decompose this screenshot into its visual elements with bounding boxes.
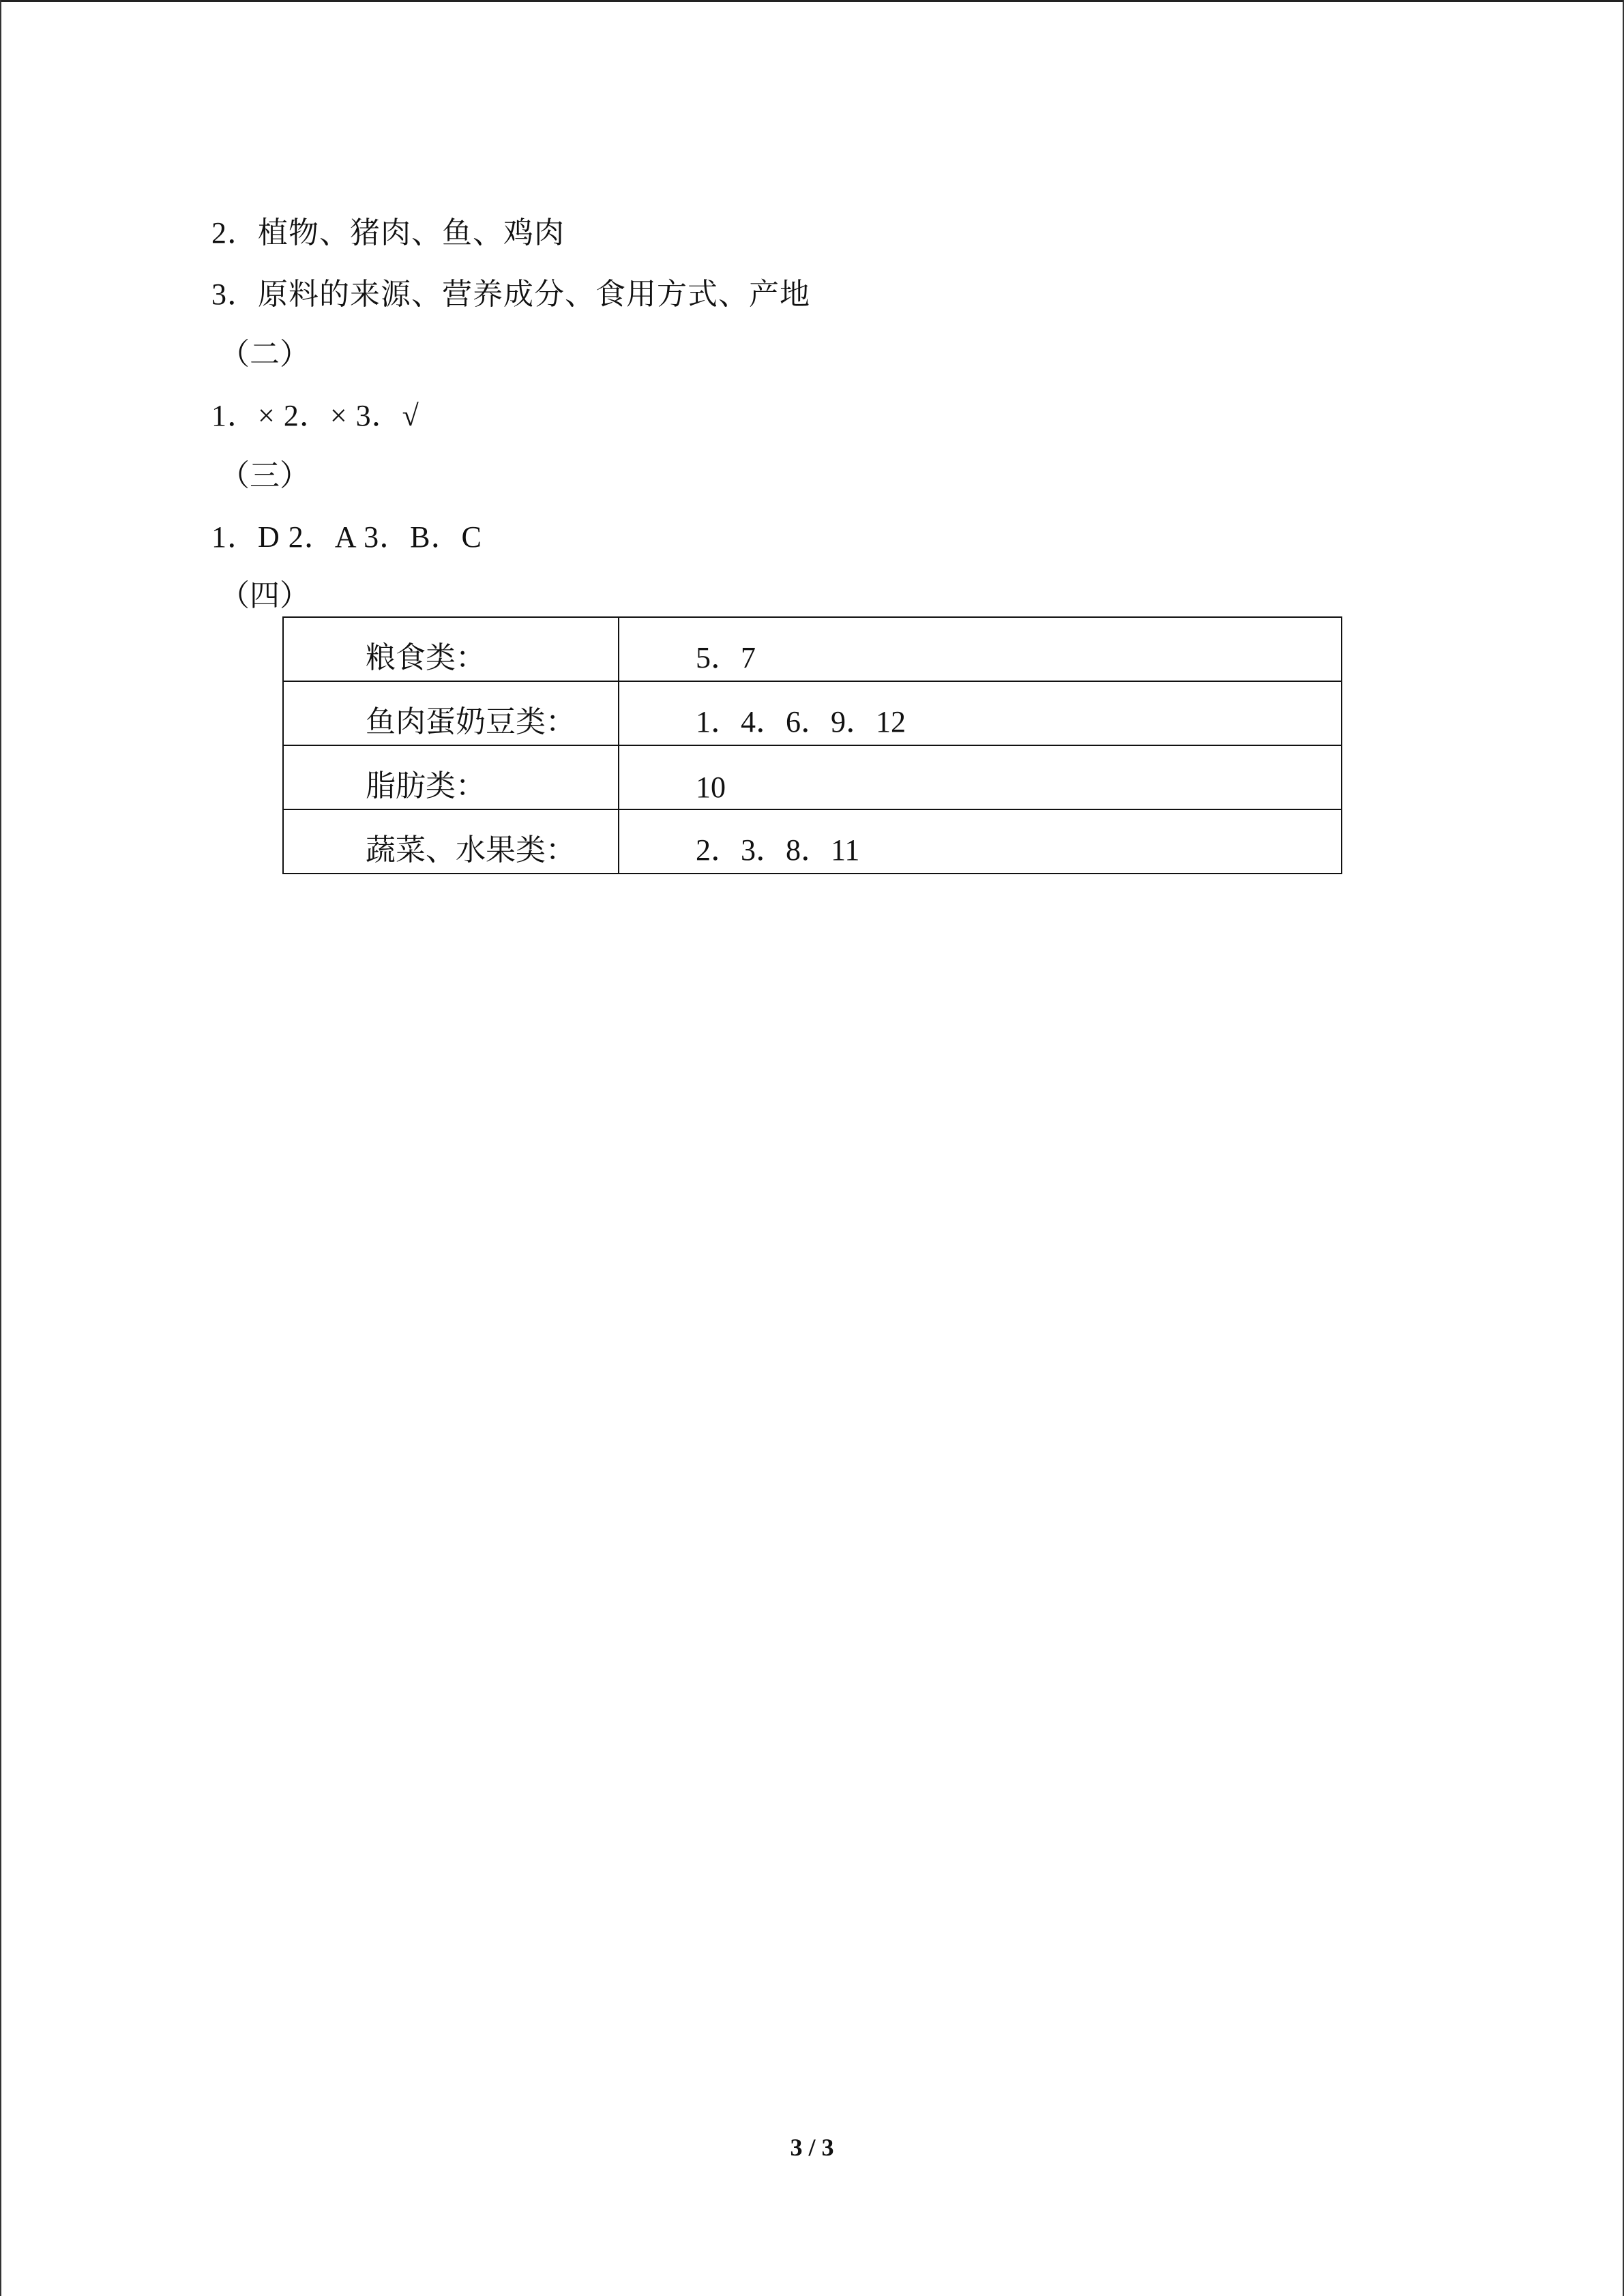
section-heading-4: （四） <box>220 579 310 612</box>
answers-section-2: 1．× 2．× 3．√ <box>211 399 419 432</box>
table-cell-category: 粮食类： <box>283 617 619 681</box>
table-row <box>283 617 1342 681</box>
table-cell-value: 1．4．6．9．12 <box>619 681 1342 745</box>
food-category-table <box>282 616 1342 874</box>
table-cell-value: 10 <box>619 745 1342 809</box>
section-heading-2: （二） <box>220 338 310 371</box>
answer-line-3: 3．原料的来源、营养成分、食用方式、产地 <box>211 278 810 311</box>
table-row <box>283 809 1342 874</box>
section-heading-3: （三） <box>220 459 310 492</box>
table-cell-category: 蔬菜、水果类： <box>283 809 619 874</box>
page-left-border <box>0 0 1 2296</box>
table-row <box>283 745 1342 809</box>
table-cell-value: 5．7 <box>619 617 1342 681</box>
page-number: 3 / 3 <box>790 2134 834 2161</box>
table-cell-category: 脂肪类： <box>283 745 619 809</box>
page-top-border <box>0 0 1624 2</box>
answers-section-3: 1．D 2．A 3．B．C <box>211 520 482 554</box>
table-cell-category: 鱼肉蛋奶豆类： <box>283 681 619 745</box>
table-row <box>283 681 1342 745</box>
answer-line-2: 2．植物、猪肉、鱼、鸡肉 <box>211 216 565 250</box>
table-cell-value: 2．3．8．11 <box>619 809 1342 874</box>
